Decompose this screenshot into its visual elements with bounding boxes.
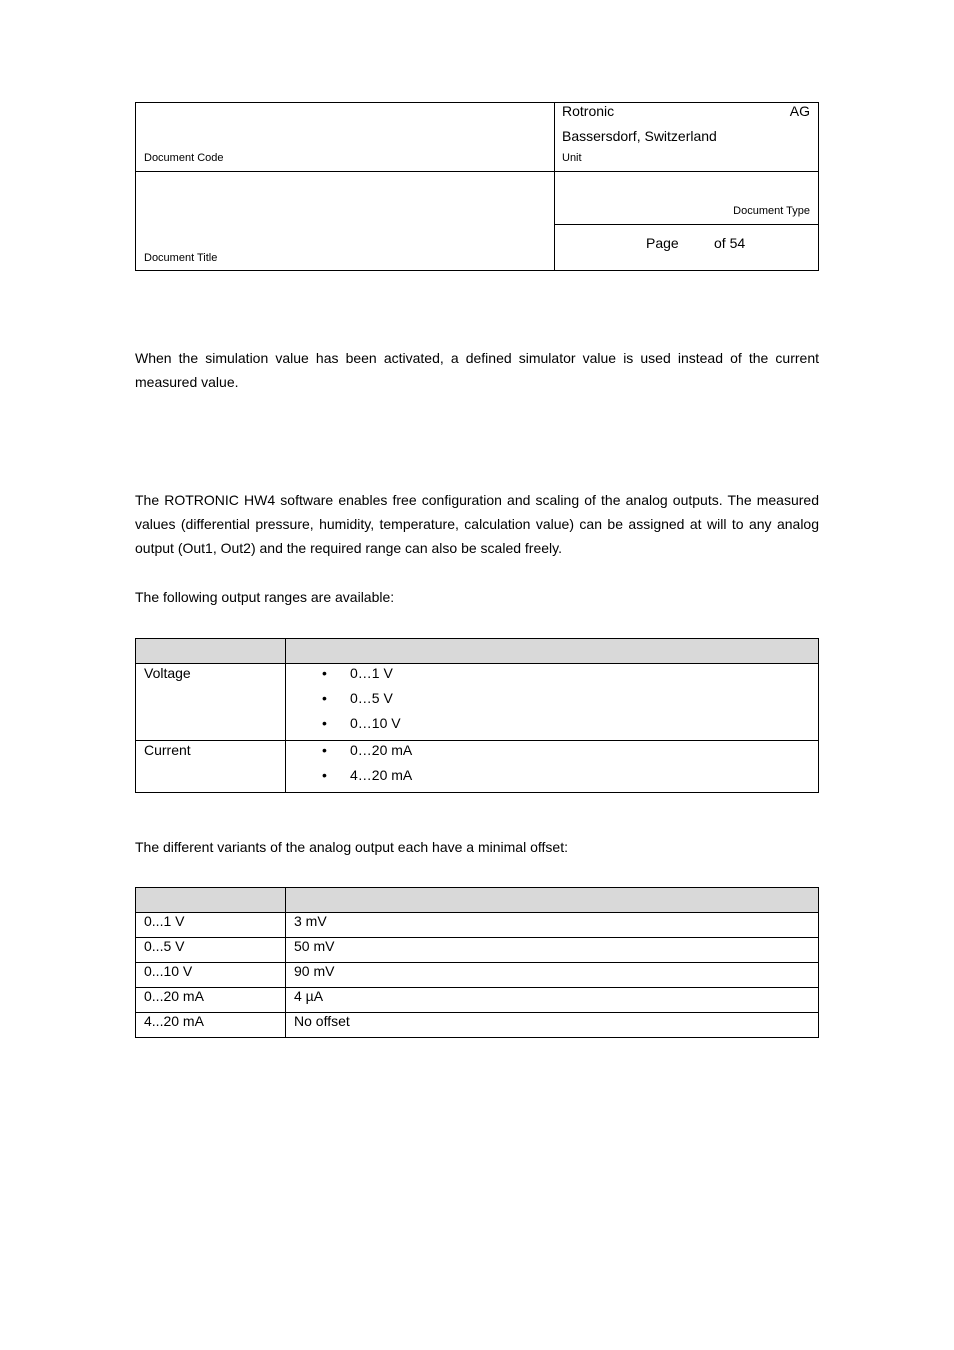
company-location: Bassersdorf, Switzerland [562, 128, 717, 144]
list-item: • 0…20 mA [350, 742, 810, 767]
header-divider-right [554, 224, 818, 225]
offset-range-cell: 0...1 V [136, 913, 286, 938]
table-header-cell [286, 639, 819, 664]
offset-value-cell: 3 mV [286, 913, 819, 938]
unit-label: Unit [562, 152, 582, 164]
page-label: Page [646, 235, 679, 251]
list-item: • 0…10 V [350, 715, 810, 740]
offset-value-cell: No offset [286, 1013, 819, 1038]
offset-range-cell: 0...20 mA [136, 988, 286, 1013]
table-header-cell [136, 639, 286, 664]
table-header-row [136, 888, 819, 913]
document-header [135, 102, 819, 271]
paragraph-simulation: When the simulation value has been activated, a defined simulator value is used instead of the current measured value. [135, 350, 819, 390]
range-values-cell [286, 664, 819, 741]
table-header-cell [136, 888, 286, 913]
company-suffix: AG [789, 103, 810, 119]
page-total: of 54 [714, 235, 746, 251]
paragraph-analog-outputs: The ROTRONIC HW4 software enables free configuration and scaling of the analog outputs. The measured values (differential pressure, humidity, temperature, calculation value) can be assigned at will to any analog output (Out1, Out2) and the required range can also be scaled freely. [135, 492, 819, 556]
offset-range-cell: 4...20 mA [136, 1013, 286, 1038]
document-title-label: Document Title [144, 252, 218, 264]
offset-value-cell: 90 mV [286, 963, 819, 988]
table-row [136, 988, 819, 1013]
table-row [136, 664, 819, 741]
document-type-label: Document Type [733, 205, 810, 217]
range-values-list [294, 665, 810, 740]
range-values-list [294, 742, 810, 792]
offset-table [135, 887, 819, 1038]
header-divider-vertical [554, 103, 555, 270]
document-code-label: Document Code [144, 152, 224, 164]
list-item: • 4…20 mA [350, 767, 810, 792]
company-name: Rotronic [562, 103, 615, 119]
offset-range-cell: 0...10 V [136, 963, 286, 988]
header-divider-horizontal [136, 171, 818, 172]
paragraph-offset-intro: The different variants of the analog output each have a minimal offset: [135, 839, 568, 855]
range-values-cell [286, 741, 819, 793]
offset-value-cell: 50 mV [286, 938, 819, 963]
table-header-row [136, 639, 819, 664]
table-row [136, 913, 819, 938]
offset-value-cell: 4 µA [286, 988, 819, 1013]
table-row [136, 963, 819, 988]
table-header-cell [286, 888, 819, 913]
list-item: • 0…1 V [350, 665, 810, 690]
range-type-cell: Current [136, 741, 286, 793]
table-row [136, 1013, 819, 1038]
list-item: • 0…5 V [350, 690, 810, 715]
offset-range-cell: 0...5 V [136, 938, 286, 963]
range-type-cell: Voltage [136, 664, 286, 741]
paragraph-ranges-intro: The following output ranges are available: [135, 589, 395, 605]
table-row [136, 938, 819, 963]
output-ranges-table [135, 638, 819, 793]
table-row [136, 741, 819, 793]
